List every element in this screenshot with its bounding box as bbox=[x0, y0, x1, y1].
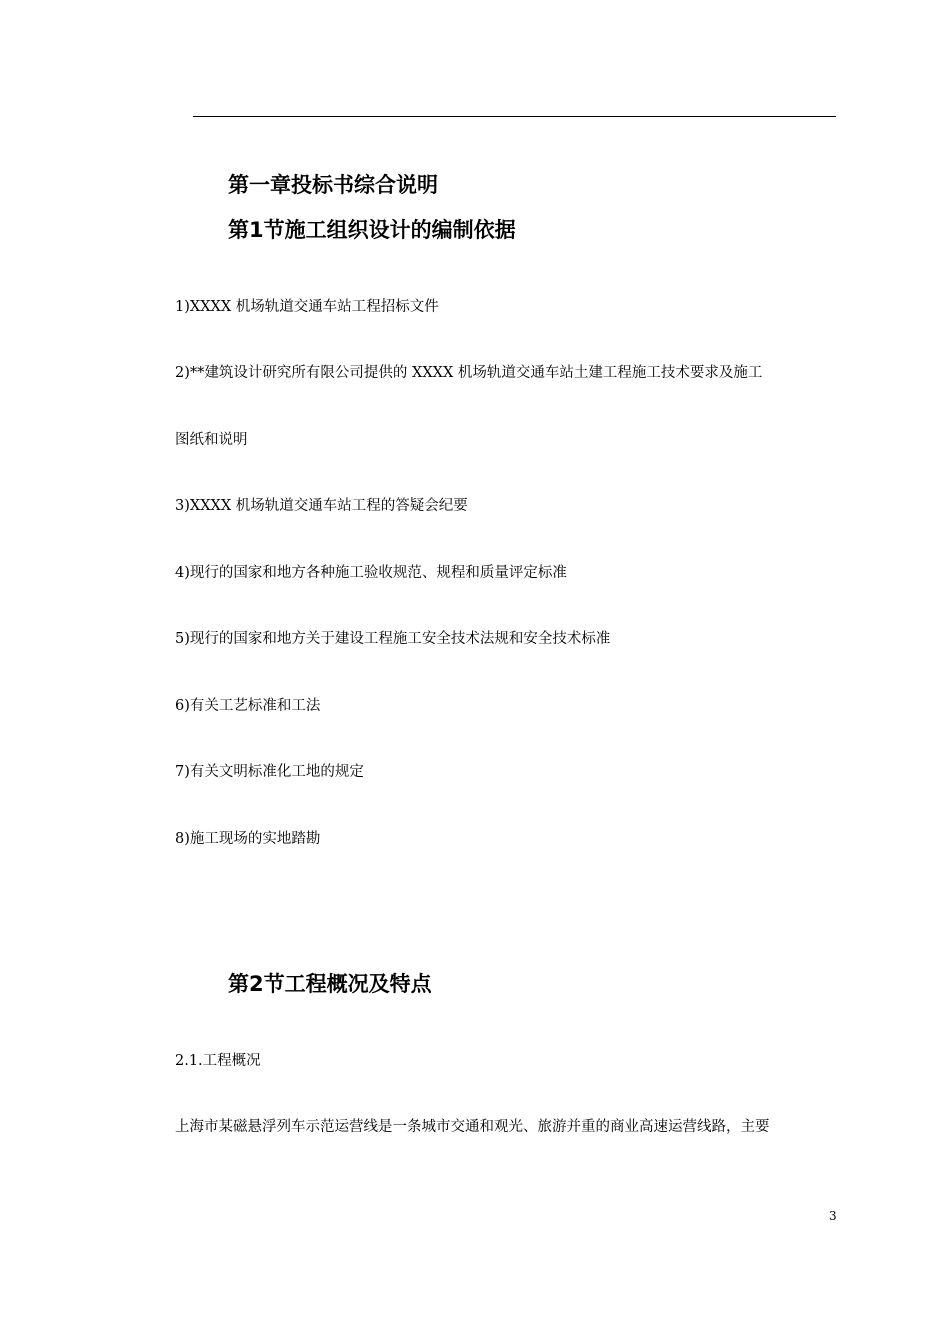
basis-item: 5)现行的国家和地方关于建设工程施工安全技术法规和安全技术标准 bbox=[175, 631, 611, 647]
overview-paragraph: 上海市某磁悬浮列车示范运营线是一条城市交通和观光、旅游并重的商业高速运营线路，主要 bbox=[175, 1119, 770, 1135]
basis-item-continuation: 图纸和说明 bbox=[175, 432, 248, 448]
basis-item: 6)有关工艺标准和工法 bbox=[175, 698, 321, 714]
section-2-title: 第2节工程概况及特点 bbox=[228, 972, 432, 996]
chapter-title: 第一章投标书综合说明 bbox=[228, 173, 438, 197]
basis-item: 3)XXXX 机场轨道交通车站工程的答疑会纪要 bbox=[175, 498, 468, 514]
basis-item: 4)现行的国家和地方各种施工验收规范、规程和质量评定标准 bbox=[175, 565, 567, 581]
basis-item: 2)**建筑设计研究所有限公司提供的 XXXX 机场轨道交通车站土建工程施工技术要求及施工 bbox=[175, 365, 763, 381]
subsection-title: 2.1.工程概况 bbox=[175, 1053, 261, 1069]
basis-item: 7)有关文明标准化工地的规定 bbox=[175, 764, 364, 780]
section-1-title: 第1节施工组织设计的编制依据 bbox=[228, 218, 516, 242]
header-rule bbox=[193, 116, 836, 117]
page-number: 3 bbox=[829, 1209, 837, 1223]
basis-item: 1)XXXX 机场轨道交通车站工程招标文件 bbox=[175, 299, 439, 315]
basis-item: 8)施工现场的实地踏勘 bbox=[175, 831, 321, 847]
